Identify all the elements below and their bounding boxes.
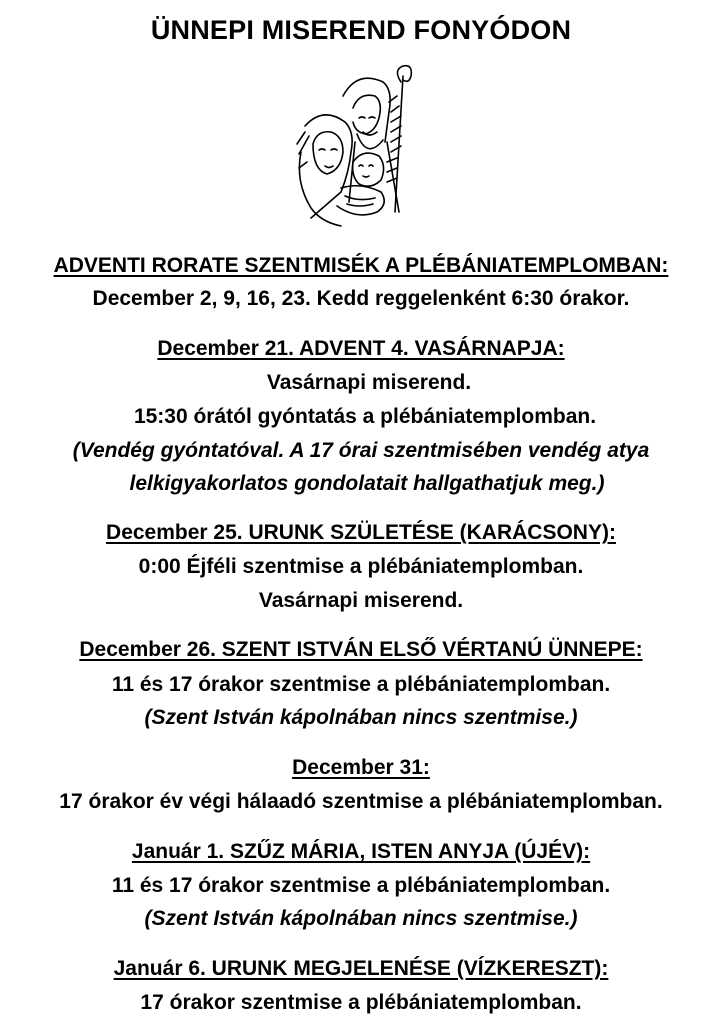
- section-line: 17 órakor szentmise a plébániatemplomban.: [140, 991, 582, 1014]
- section-line: December 2, 9, 16, 23. Kedd reggelenként 6:30 órakor.: [92, 287, 630, 310]
- section-note: (Vendég gyóntatóval. A 17 órai szentmisében vendég atya: [72, 439, 650, 462]
- section-line: 15:30 órától gyóntatás a plébániatemplomban.: [133, 405, 597, 428]
- holy-family-illustration: [283, 62, 431, 230]
- section-note: (Szent István kápolnában nincs szentmise.): [144, 706, 578, 729]
- section-line: Vasárnapi miserend.: [258, 589, 464, 612]
- section-heading-new-year: Január 1. SZŰZ MÁRIA, ISTEN ANYJA (ÚJÉV):: [131, 840, 591, 863]
- section-line: 11 és 17 órakor szentmise a plébániatemplomban.: [111, 673, 611, 696]
- section-heading-st-stephen: December 26. SZENT ISTVÁN ELSŐ VÉRTANÚ ÜNNEPE:: [79, 638, 643, 661]
- section-line: 0:00 Éjféli szentmise a plébániatemplomban.: [138, 555, 584, 578]
- section-line: Vasárnapi miserend.: [266, 371, 472, 394]
- section-line: 11 és 17 órakor szentmise a plébániatemplomban.: [111, 874, 611, 897]
- section-heading-dec31: December 31:: [292, 756, 430, 779]
- section-line: 17 órakor év végi hálaadó szentmise a plébániatemplomban.: [59, 790, 663, 813]
- section-heading-epiphany: Január 6. URUNK MEGJELENÉSE (VÍZKERESZT):: [113, 957, 609, 980]
- section-heading-rorate: ADVENTI RORATE SZENTMISÉK A PLÉBÁNIATEMPLOMBAN:: [53, 254, 669, 277]
- page-title: ÜNNEPI MISEREND FONYÓDON: [150, 15, 572, 45]
- section-heading-christmas: December 25. URUNK SZÜLETÉSE (KARÁCSONY):: [106, 521, 616, 544]
- section-note: (Szent István kápolnában nincs szentmise.): [144, 907, 578, 930]
- section-note: lelkigyakorlatos gondolatait hallgathatjuk meg.): [129, 472, 605, 495]
- section-heading-advent4: December 21. ADVENT 4. VASÁRNAPJA:: [157, 337, 565, 360]
